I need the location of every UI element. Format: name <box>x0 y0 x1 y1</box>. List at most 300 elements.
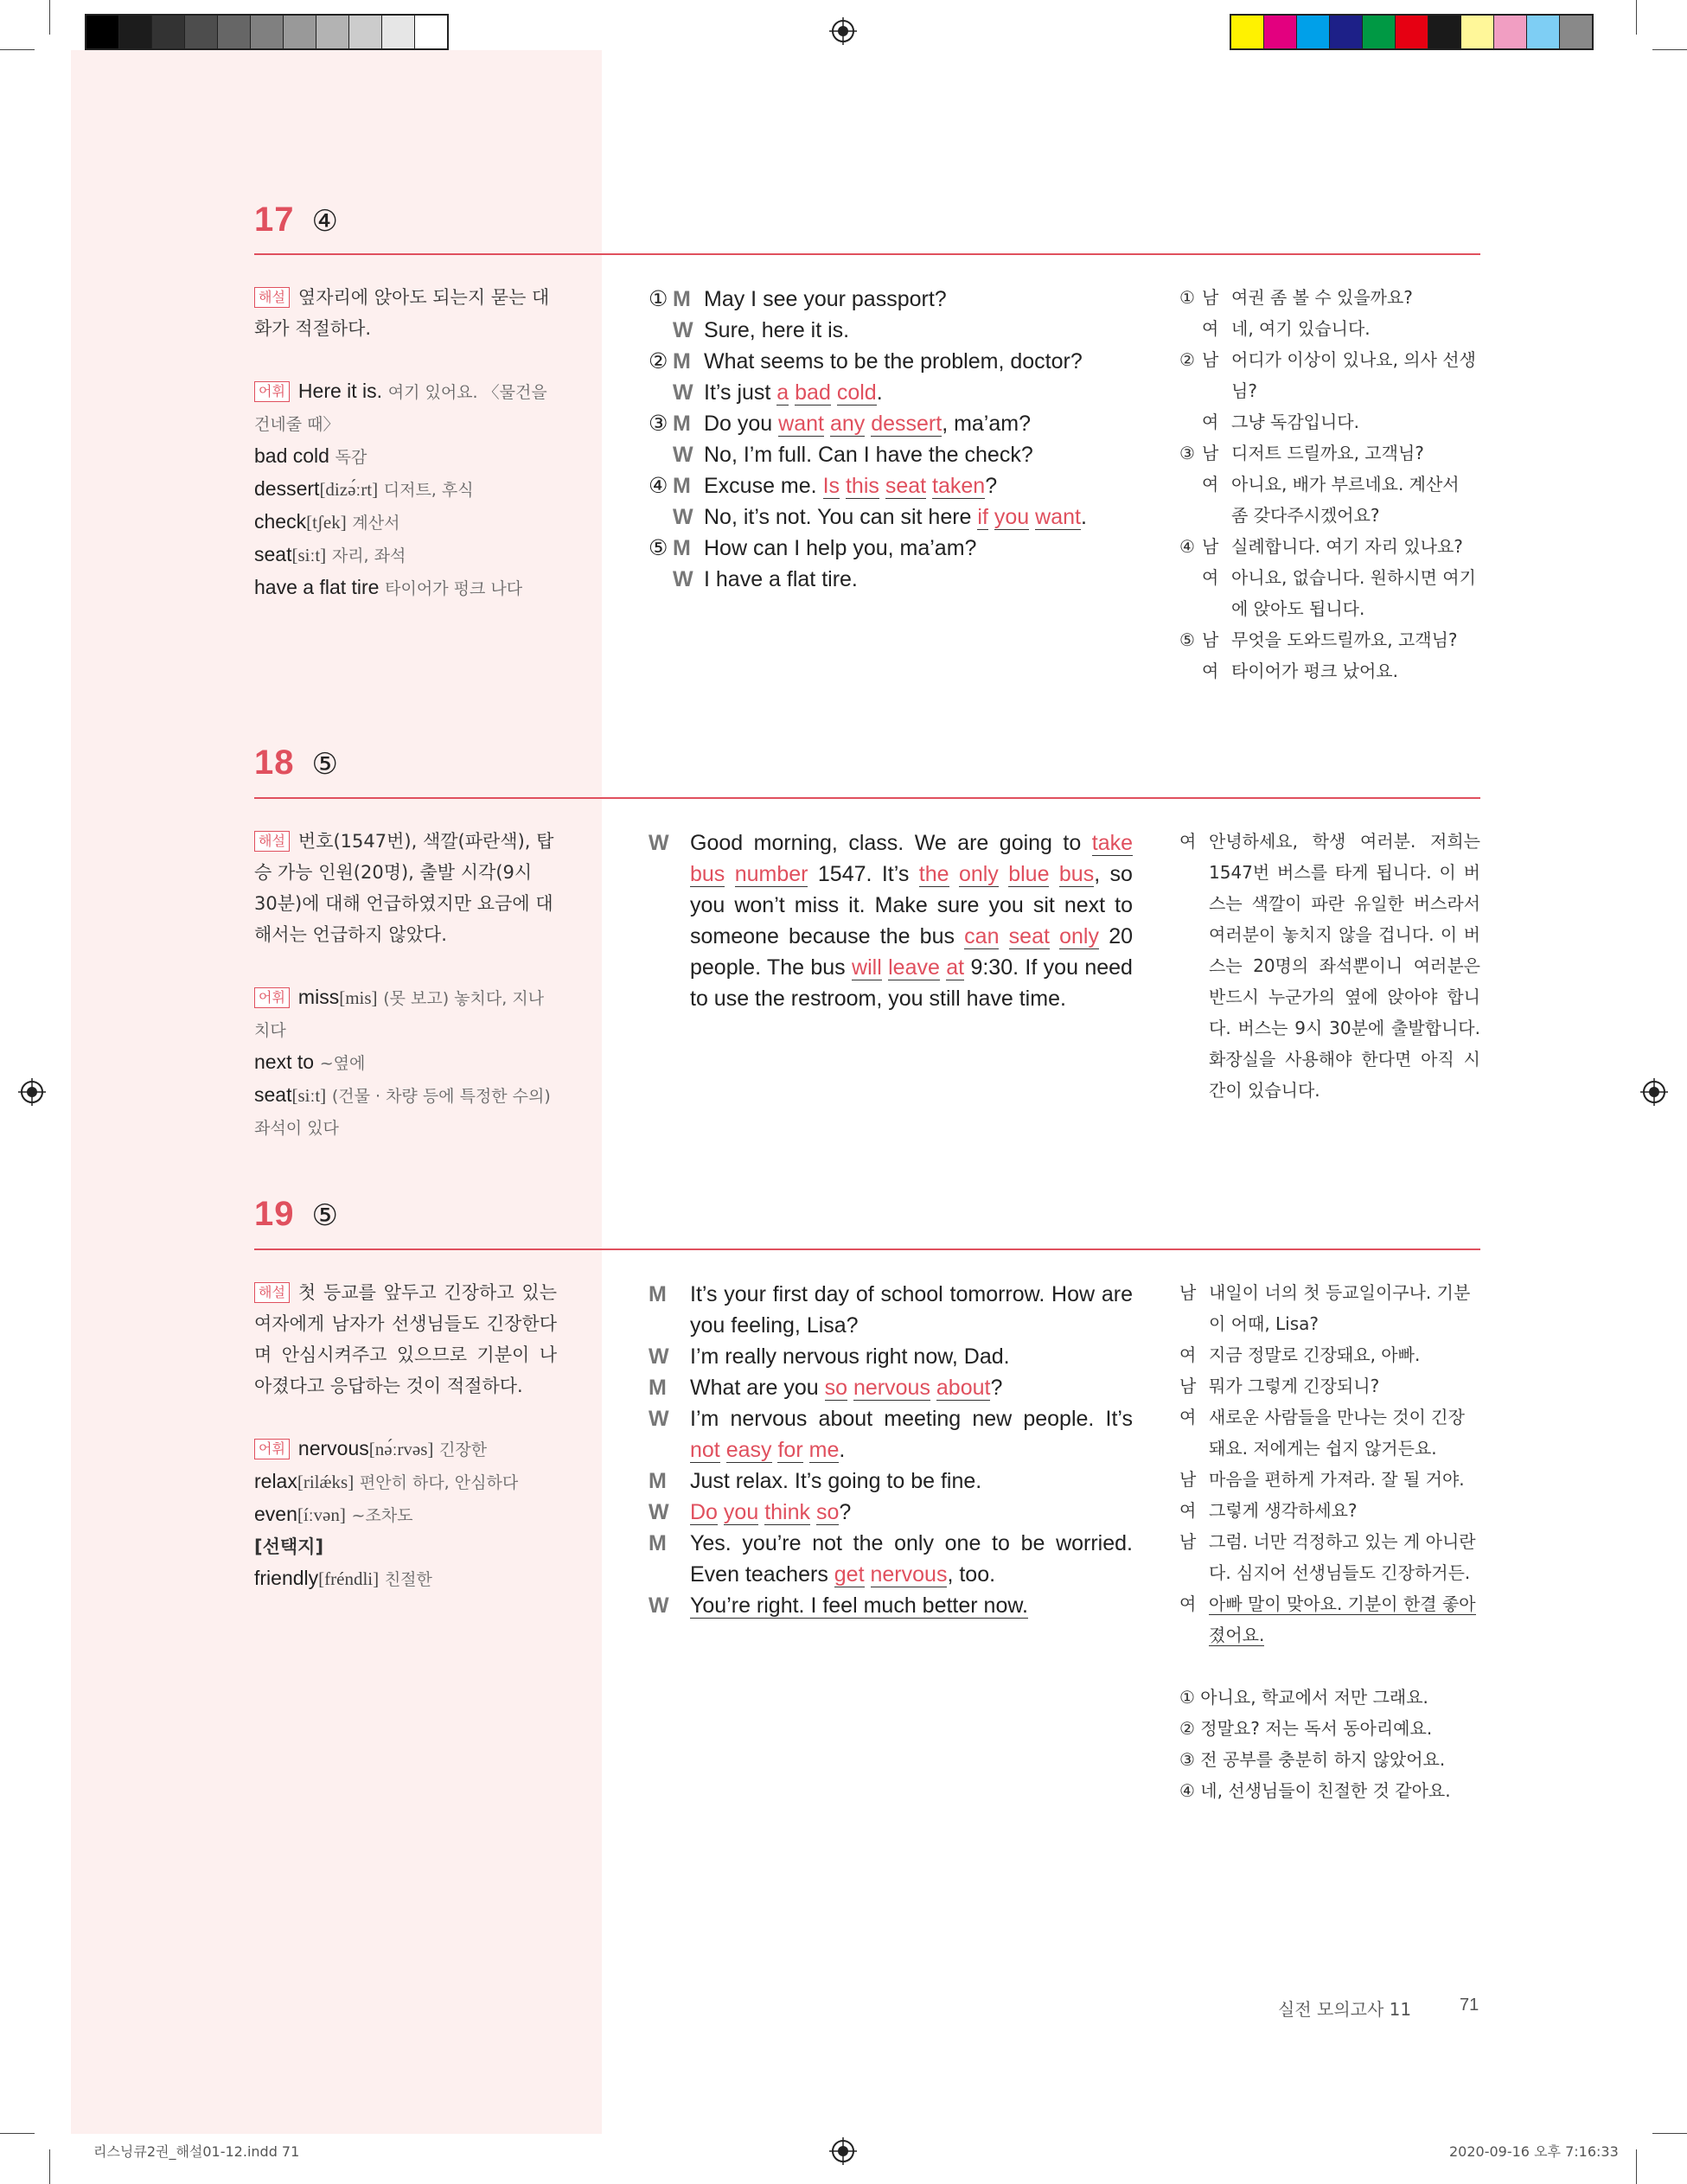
dialogue-line <box>649 1497 1133 1528</box>
option-number: ④ <box>1179 536 1195 557</box>
vocab-pronunciation: [tʃek] <box>306 512 347 533</box>
dialogue-text: How can I help you, ma’am? <box>704 536 977 560</box>
vocab-tag: 어휘 <box>254 1439 290 1459</box>
vocab-meaning: (건물 · 차량 등에 특정한 수의) 좌석이 있다 <box>254 1087 551 1138</box>
dictation-blank: take <box>1091 831 1134 855</box>
dialogue-text <box>704 377 1133 408</box>
vocab-item <box>254 572 557 604</box>
translation-text: 그렇게 생각하세요? <box>1209 1500 1358 1521</box>
swatch <box>251 16 284 48</box>
dialogue-line <box>649 533 1133 564</box>
translation-line <box>1179 437 1480 469</box>
dialogue-text <box>690 1372 1133 1403</box>
swatch <box>415 16 447 48</box>
vocab-word: seat <box>254 543 292 565</box>
vocab-meaning: 계산서 <box>352 514 400 533</box>
vocab-word: check <box>254 510 307 533</box>
translation-text: 지금 정말로 긴장돼요, 아빠. <box>1209 1344 1421 1365</box>
text-fragment: Good morning, class. We are going to <box>690 831 1082 855</box>
translation-line <box>1179 562 1480 624</box>
gray-calibration-bar <box>85 14 449 50</box>
swatch <box>1264 16 1297 48</box>
dictation-blank: any <box>829 412 866 436</box>
speaker-label: 남 <box>1179 1531 1197 1552</box>
translation-text: 마음을 편하게 가져라. 잘 될 거야. <box>1209 1469 1465 1490</box>
vocab-pronunciation: [siːt] <box>291 545 327 565</box>
answer-translation: 아빠 말이 맞아요. 기분이 한결 좋아졌어요. <box>1209 1593 1476 1645</box>
vocab-meaning: 여기 있어요. 〈물건을 건네줄 때〉 <box>254 383 547 434</box>
vocab-pronunciation: [mis] <box>339 987 378 1008</box>
vocab-meaning: (못 보고) 놓치다, 지나치다 <box>254 989 545 1040</box>
text-fragment: ? <box>839 1500 852 1524</box>
dictation-blank: bad <box>795 380 831 405</box>
translation-text: 새로운 사람들을 만나는 것이 긴장돼요. 저에게는 쉽지 않거든요. <box>1209 1407 1465 1459</box>
dialogue-text: I’m really nervous right now, Dad. <box>690 1344 1010 1369</box>
explanation-tag: 해설 <box>254 287 290 308</box>
speaker-label: 여 <box>1202 567 1219 588</box>
swatch <box>218 16 251 48</box>
speaker-label: 여 <box>1202 474 1219 495</box>
translation-text: 타이어가 펑크 났어요. <box>1231 661 1398 681</box>
translation-text: 여권 좀 볼 수 있을까요? <box>1231 287 1413 308</box>
vocab-meaning: 독감 <box>335 448 367 467</box>
section-divider <box>254 797 1480 799</box>
dictation-blank: bus <box>690 862 725 886</box>
swatch <box>1527 16 1560 48</box>
registration-mark-icon <box>1640 1078 1668 1106</box>
dictation-blank: blue <box>1008 862 1050 886</box>
swatch <box>1396 16 1428 48</box>
dictation-blank: this <box>845 474 879 498</box>
dialogue-text: Sure, here it is. <box>704 318 850 342</box>
text-fragment: ? <box>990 1376 1003 1400</box>
swatch <box>152 16 185 48</box>
vocab-word: friendly <box>254 1567 319 1589</box>
translation-line <box>1179 624 1480 655</box>
translation-text: 네, 여기 있습니다. <box>1231 318 1371 339</box>
dialogue-text: May I see your passport? <box>704 287 947 311</box>
vocab-pronunciation: [rilǽks] <box>297 1472 355 1492</box>
dictation-blank: bus <box>1058 862 1095 886</box>
dialogue-line <box>649 377 1133 408</box>
translation-line <box>1179 826 1480 1106</box>
choices-label: [선택지] <box>254 1536 324 1557</box>
vocab-word: miss <box>297 986 340 1008</box>
dialogue-line <box>649 315 1133 346</box>
option-number: ① <box>649 287 668 311</box>
speaker-label: M <box>649 1376 667 1400</box>
dictation-blank: seat <box>1008 924 1050 948</box>
option-number <box>1179 655 1202 686</box>
question-18-heading <box>254 744 338 782</box>
dictation-blank: not <box>690 1438 720 1462</box>
swatch <box>1297 16 1330 48</box>
option-number <box>649 377 673 408</box>
dictation-blank: dessert <box>871 412 943 436</box>
vocab-pronunciation: [íːvən] <box>297 1504 346 1525</box>
text-fragment: 9:30. If you need to use the restroom, you still have time. <box>690 955 1133 1011</box>
speaker-label: 여 <box>1179 1500 1197 1521</box>
translation-line <box>1179 1339 1480 1370</box>
dialogue-line <box>649 470 1133 501</box>
vocab-item <box>254 1466 557 1498</box>
dialogue-line <box>649 284 1133 315</box>
option-number: ② <box>1179 349 1195 370</box>
option-number: ① <box>1179 287 1195 308</box>
dialogue-text: Just relax. It’s going to be fine. <box>690 1469 982 1493</box>
text-fragment: What are you <box>690 1376 819 1400</box>
answer-option: ① 아니요, 학교에서 저만 그래요. <box>1179 1687 1428 1708</box>
swatch <box>1330 16 1363 48</box>
vocab-word: seat <box>254 1083 292 1106</box>
speaker-label: 여 <box>1202 412 1219 432</box>
dictation-blank: easy <box>725 1438 772 1462</box>
vocab-item <box>254 1562 557 1595</box>
dialogue-line <box>649 1372 1133 1403</box>
vocab-meaning: 디저트, 후식 <box>383 481 474 500</box>
option-number: ⑤ <box>649 536 668 560</box>
vocab-meaning: 친절한 <box>384 1570 432 1589</box>
dialogue-text <box>690 1528 1133 1590</box>
dictation-blank: me <box>808 1438 840 1462</box>
translation-text <box>1209 1588 1480 1651</box>
dialogue-text <box>690 1497 1133 1528</box>
dictation-blank: get <box>834 1562 865 1587</box>
vocab-pronunciation: [nə́ːrvəs] <box>368 1439 434 1459</box>
vocab-item <box>254 539 557 572</box>
question-number: 19 <box>254 1195 295 1233</box>
text-fragment: , so you won’t miss it. Make sure you sit next to someone because the bus <box>690 862 1133 948</box>
translation-line <box>1179 1526 1480 1588</box>
answer-option: ③ 전 공부를 충분히 하지 않았어요. <box>1179 1749 1446 1770</box>
question-19-heading <box>254 1195 338 1234</box>
option-number: ② <box>649 349 668 374</box>
explanation-text <box>254 826 557 950</box>
dialogue-line <box>649 501 1133 533</box>
swatch <box>86 16 119 48</box>
dictation-blank: you <box>723 1500 759 1524</box>
speaker-label: M <box>649 1282 667 1306</box>
text-fragment: . <box>839 1438 846 1462</box>
translation-line <box>1179 1588 1480 1651</box>
dictation-blank: about <box>936 1376 991 1400</box>
file-name: 리스닝큐2권_해설01-12.indd 71 <box>93 2143 300 2160</box>
speaker-label: W <box>649 1344 669 1369</box>
speaker-label: M <box>649 1531 667 1555</box>
option-number: ⑤ <box>1179 629 1195 650</box>
vocab-item <box>254 473 557 506</box>
question-number: 17 <box>254 201 295 239</box>
vocab-tag: 어휘 <box>254 987 290 1008</box>
speaker-label: 여 <box>1179 1344 1197 1365</box>
text-fragment: Yes. you’re not the only one to be worried. Even teachers <box>690 1531 1133 1587</box>
dialogue-text: It’s your first day of school tomorrow. How are you feeling, Lisa? <box>690 1282 1133 1338</box>
dialogue-line <box>649 1466 1133 1497</box>
dictation-blank: nervous <box>870 1562 948 1587</box>
question-number: 18 <box>254 744 295 782</box>
dictation-blank: want <box>778 412 824 436</box>
speaker-label: W <box>649 1407 669 1431</box>
dictation-blank: taken <box>932 474 986 498</box>
translation-line <box>1179 344 1480 406</box>
vocab-word: have a flat tire <box>254 576 380 598</box>
translation-line <box>1179 1402 1480 1464</box>
text-fragment: No, it’s not. You can sit here <box>704 505 972 529</box>
dialogue-line <box>649 1403 1133 1466</box>
translation-text: 어디가 이상이 있나요, 의사 선생님? <box>1231 349 1476 401</box>
dictation-blank: cold <box>836 380 877 405</box>
option-number <box>649 564 673 595</box>
dialogue-text <box>690 1590 1133 1621</box>
dictation-blank: number <box>734 862 808 886</box>
vocab-word: next to <box>254 1050 315 1073</box>
dictation-blank: Do <box>690 1500 718 1524</box>
answer-number: ⑤ <box>311 748 338 781</box>
speaker-label: 남 <box>1202 443 1219 463</box>
swatch <box>1428 16 1461 48</box>
text-fragment: 20 people. The bus <box>690 924 1133 980</box>
text-fragment: 1547. It’s <box>817 862 910 886</box>
translation-line <box>1179 469 1480 531</box>
explanation-text <box>254 1277 557 1402</box>
vocab-pronunciation: [siːt] <box>291 1085 327 1106</box>
dialogue-text: What seems to be the problem, doctor? <box>704 349 1083 374</box>
vocab-item <box>254 440 557 473</box>
dialogue-text <box>704 470 1133 501</box>
speaker-label: W <box>649 1500 669 1524</box>
dictation-blank: a <box>776 380 789 405</box>
option-number <box>1179 469 1202 531</box>
speaker-label: W <box>673 443 693 467</box>
text-fragment: I’m nervous about meeting new people. It’s <box>690 1407 1133 1431</box>
vocab-word: Here it is. <box>297 380 383 402</box>
translation-line <box>1179 313 1480 344</box>
option-number <box>649 501 673 533</box>
explanation-tag: 해설 <box>254 831 290 852</box>
dialogue-line <box>649 564 1133 595</box>
vocab-item <box>254 375 557 440</box>
page-number: 71 <box>1460 1996 1479 2015</box>
text-fragment: . <box>876 380 883 405</box>
registration-mark-icon <box>18 1078 46 1106</box>
translation-text: 실례합니다. 여기 자리 있나요? <box>1231 536 1463 557</box>
text-fragment: Do you <box>704 412 773 436</box>
dictation-blank: so <box>824 1376 848 1400</box>
crop-mark <box>0 2133 35 2134</box>
text-fragment: ? <box>985 474 998 498</box>
translation-line <box>1179 1495 1480 1526</box>
translation-line <box>1179 655 1480 686</box>
dictation-blank: nervous <box>853 1376 930 1400</box>
swatch <box>284 16 316 48</box>
dictation-blank: Is <box>822 474 840 498</box>
speaker-label: 남 <box>1202 629 1219 650</box>
speaker-label: 남 <box>1179 1282 1197 1303</box>
speaker-label: W <box>673 380 693 405</box>
dialogue-text <box>704 408 1133 439</box>
translation-text: 뭐가 그렇게 긴장되니? <box>1209 1376 1380 1396</box>
translation-text: 내일이 너의 첫 등교일이구나. 기분이 어때, Lisa? <box>1209 1282 1471 1334</box>
option-number <box>649 315 673 346</box>
speaker-label: 남 <box>1202 536 1219 557</box>
crop-mark <box>49 0 50 35</box>
dialogue-line <box>649 408 1133 439</box>
vocab-word: even <box>254 1503 297 1525</box>
q18-explanation <box>254 826 557 1144</box>
swatch <box>316 16 349 48</box>
q19-translation <box>1179 1277 1480 1806</box>
dictation-blank: only <box>1059 924 1099 948</box>
q19-dialogue <box>649 1279 1133 1621</box>
option-number: ④ <box>649 474 668 498</box>
vocab-meaning: 타이어가 펑크 나다 <box>385 579 523 598</box>
translation-text: 안녕하세요, 학생 여러분. 저희는 1547번 버스를 타게 됩니다. 이 버스는 색깔이 파란 유일한 버스라서 여러분이 놓치지 않을 겁니다. 이 버스는 20명의 좌석뿐이니 여러분은 반드시 누군가의 옆에 앉아야 합니다. 버스는 9시 30분에 출발합니다. 화장실을 사용해야 한다면 아직 시간이 있습니다. <box>1209 831 1480 1101</box>
translation-line <box>1179 1464 1480 1495</box>
swatch <box>382 16 415 48</box>
explanation-body: 첫 등교를 앞두고 긴장하고 있는 여자에게 남자가 선생님들도 긴장한다며 안심시켜주고 있으므로 기분이 나아졌다고 응답하는 것이 적절하다. <box>254 1282 557 1396</box>
vocab-meaning: 편안히 하다, 안심하다 <box>359 1473 519 1492</box>
crop-mark <box>1652 2133 1687 2134</box>
swatch <box>1560 16 1592 48</box>
q18-translation <box>1179 826 1480 1106</box>
vocab-pronunciation: [dizə́ːrt] <box>319 479 379 500</box>
vocab-meaning: ~조차도 <box>351 1506 413 1525</box>
text-fragment: Excuse me. <box>704 474 817 498</box>
dialogue-line <box>649 827 1133 1014</box>
dialogue-line <box>649 1528 1133 1590</box>
text-fragment: , too. <box>947 1562 996 1587</box>
registration-mark-icon <box>829 17 857 45</box>
speaker-label: M <box>649 1469 667 1493</box>
translation-line <box>1179 1277 1480 1339</box>
vocab-item <box>254 1498 557 1531</box>
speaker-label: W <box>673 505 693 529</box>
speaker-label: W <box>673 318 693 342</box>
speaker-label: W <box>649 831 669 855</box>
swatch <box>1494 16 1527 48</box>
answer-option: ④ 네, 선생님들이 친절한 것 같아요. <box>1179 1780 1451 1801</box>
vocab-word: relax <box>254 1470 297 1492</box>
dialogue-line <box>649 346 1133 377</box>
answer-sentence: You’re right. I feel much better now. <box>690 1593 1028 1618</box>
speaker-label: 남 <box>1179 1469 1197 1490</box>
option-number: ③ <box>1179 443 1195 463</box>
option-number <box>1179 562 1202 624</box>
dialogue-line <box>649 1590 1133 1621</box>
speaker-label: 남 <box>1179 1376 1197 1396</box>
translation-line <box>1179 1370 1480 1402</box>
swatch <box>349 16 382 48</box>
vocab-word: bad cold <box>254 444 329 467</box>
option-number <box>1179 313 1202 344</box>
answer-number: ④ <box>311 205 338 238</box>
dictation-blank: you <box>994 505 1030 529</box>
footer-section-title: 실전 모의고사 11 <box>1278 1999 1412 2020</box>
speaker-label: 여 <box>1202 661 1219 681</box>
dialogue-text: No, I’m full. Can I have the check? <box>704 443 1033 467</box>
vocab-word: nervous <box>297 1437 369 1459</box>
dialogue-line <box>649 1279 1133 1341</box>
option-number: ③ <box>649 412 668 436</box>
vocab-meaning: 자리, 좌석 <box>331 546 406 565</box>
translation-line <box>1179 531 1480 562</box>
crop-mark <box>49 2149 50 2184</box>
crop-mark <box>0 49 35 50</box>
swatch <box>1363 16 1396 48</box>
speaker-label: M <box>673 412 691 436</box>
speaker-label: 남 <box>1202 349 1219 370</box>
q17-dialogue <box>649 284 1133 595</box>
q19-explanation <box>254 1277 557 1595</box>
translation-line <box>1179 282 1480 313</box>
dictation-blank: for <box>777 1438 803 1462</box>
dictation-blank: at <box>946 955 965 980</box>
speaker-label: W <box>673 567 693 591</box>
dictation-blank: think <box>764 1500 810 1524</box>
vocab-item <box>254 1433 557 1466</box>
explanation-text <box>254 282 557 344</box>
vocab-item <box>254 1046 557 1079</box>
registration-mark-icon <box>829 2137 857 2165</box>
dictation-blank: seat <box>885 474 927 498</box>
speaker-label: 여 <box>1202 318 1219 339</box>
section-divider <box>254 253 1480 255</box>
explanation-body: 옆자리에 앉아도 되는지 묻는 대화가 적절하다. <box>254 287 550 339</box>
dialogue-text <box>690 1403 1133 1466</box>
dictation-blank: if <box>977 505 988 529</box>
translation-text: 그냥 독감입니다. <box>1231 412 1359 432</box>
dictation-blank: can <box>964 924 1000 948</box>
option-number <box>649 439 673 470</box>
vocab-meaning: ~옆에 <box>319 1054 366 1073</box>
vocab-item <box>254 1079 557 1144</box>
print-datetime: 2020-09-16 오후 7:16:33 <box>1449 2143 1619 2160</box>
dictation-blank: so <box>815 1500 840 1524</box>
speaker-label: 남 <box>1202 287 1219 308</box>
swatch <box>119 16 152 48</box>
explanation-tag: 해설 <box>254 1282 290 1303</box>
dialogue-text: I have a flat tire. <box>704 567 858 591</box>
vocab-item <box>254 981 557 1046</box>
speaker-label: M <box>673 349 691 374</box>
translation-text: 그럼. 너만 걱정하고 있는 게 아니란다. 심지어 선생님들도 긴장하거든. <box>1209 1531 1476 1583</box>
text-fragment: . <box>1080 505 1087 529</box>
crop-mark <box>1636 2149 1637 2184</box>
q17-translation <box>1179 282 1480 686</box>
vocab-word: dessert <box>254 477 320 500</box>
translation-text: 아니요, 배가 부르네요. 계산서 좀 갖다주시겠어요? <box>1231 474 1460 526</box>
color-calibration-bar <box>1230 14 1594 50</box>
option-number <box>1179 406 1202 437</box>
text-fragment: It’s just <box>704 380 771 405</box>
speaker-label: M <box>673 536 691 560</box>
translation-line <box>1179 406 1480 437</box>
swatch <box>1461 16 1494 48</box>
vocab-tag: 어휘 <box>254 381 290 402</box>
speaker-label: M <box>673 474 691 498</box>
section-divider <box>254 1248 1480 1250</box>
swatch <box>1231 16 1264 48</box>
translation-text: 아니요, 없습니다. 원하시면 여기에 앉아도 됩니다. <box>1231 567 1476 619</box>
answer-option: ② 정말요? 저는 독서 동아리예요. <box>1179 1718 1433 1739</box>
question-17-heading <box>254 201 338 239</box>
speaker-label: M <box>673 287 691 311</box>
vocab-item <box>254 506 557 539</box>
answer-number: ⑤ <box>311 1199 338 1232</box>
explanation-body: 번호(1547번), 색깔(파란색), 탑승 가능 인원(20명), 출발 시각(9시 30분)에 대해 언급하였지만 요금에 대해서는 언급하지 않았다. <box>254 831 554 945</box>
speaker-label: 여 <box>1179 1407 1197 1427</box>
dialogue-line <box>649 439 1133 470</box>
